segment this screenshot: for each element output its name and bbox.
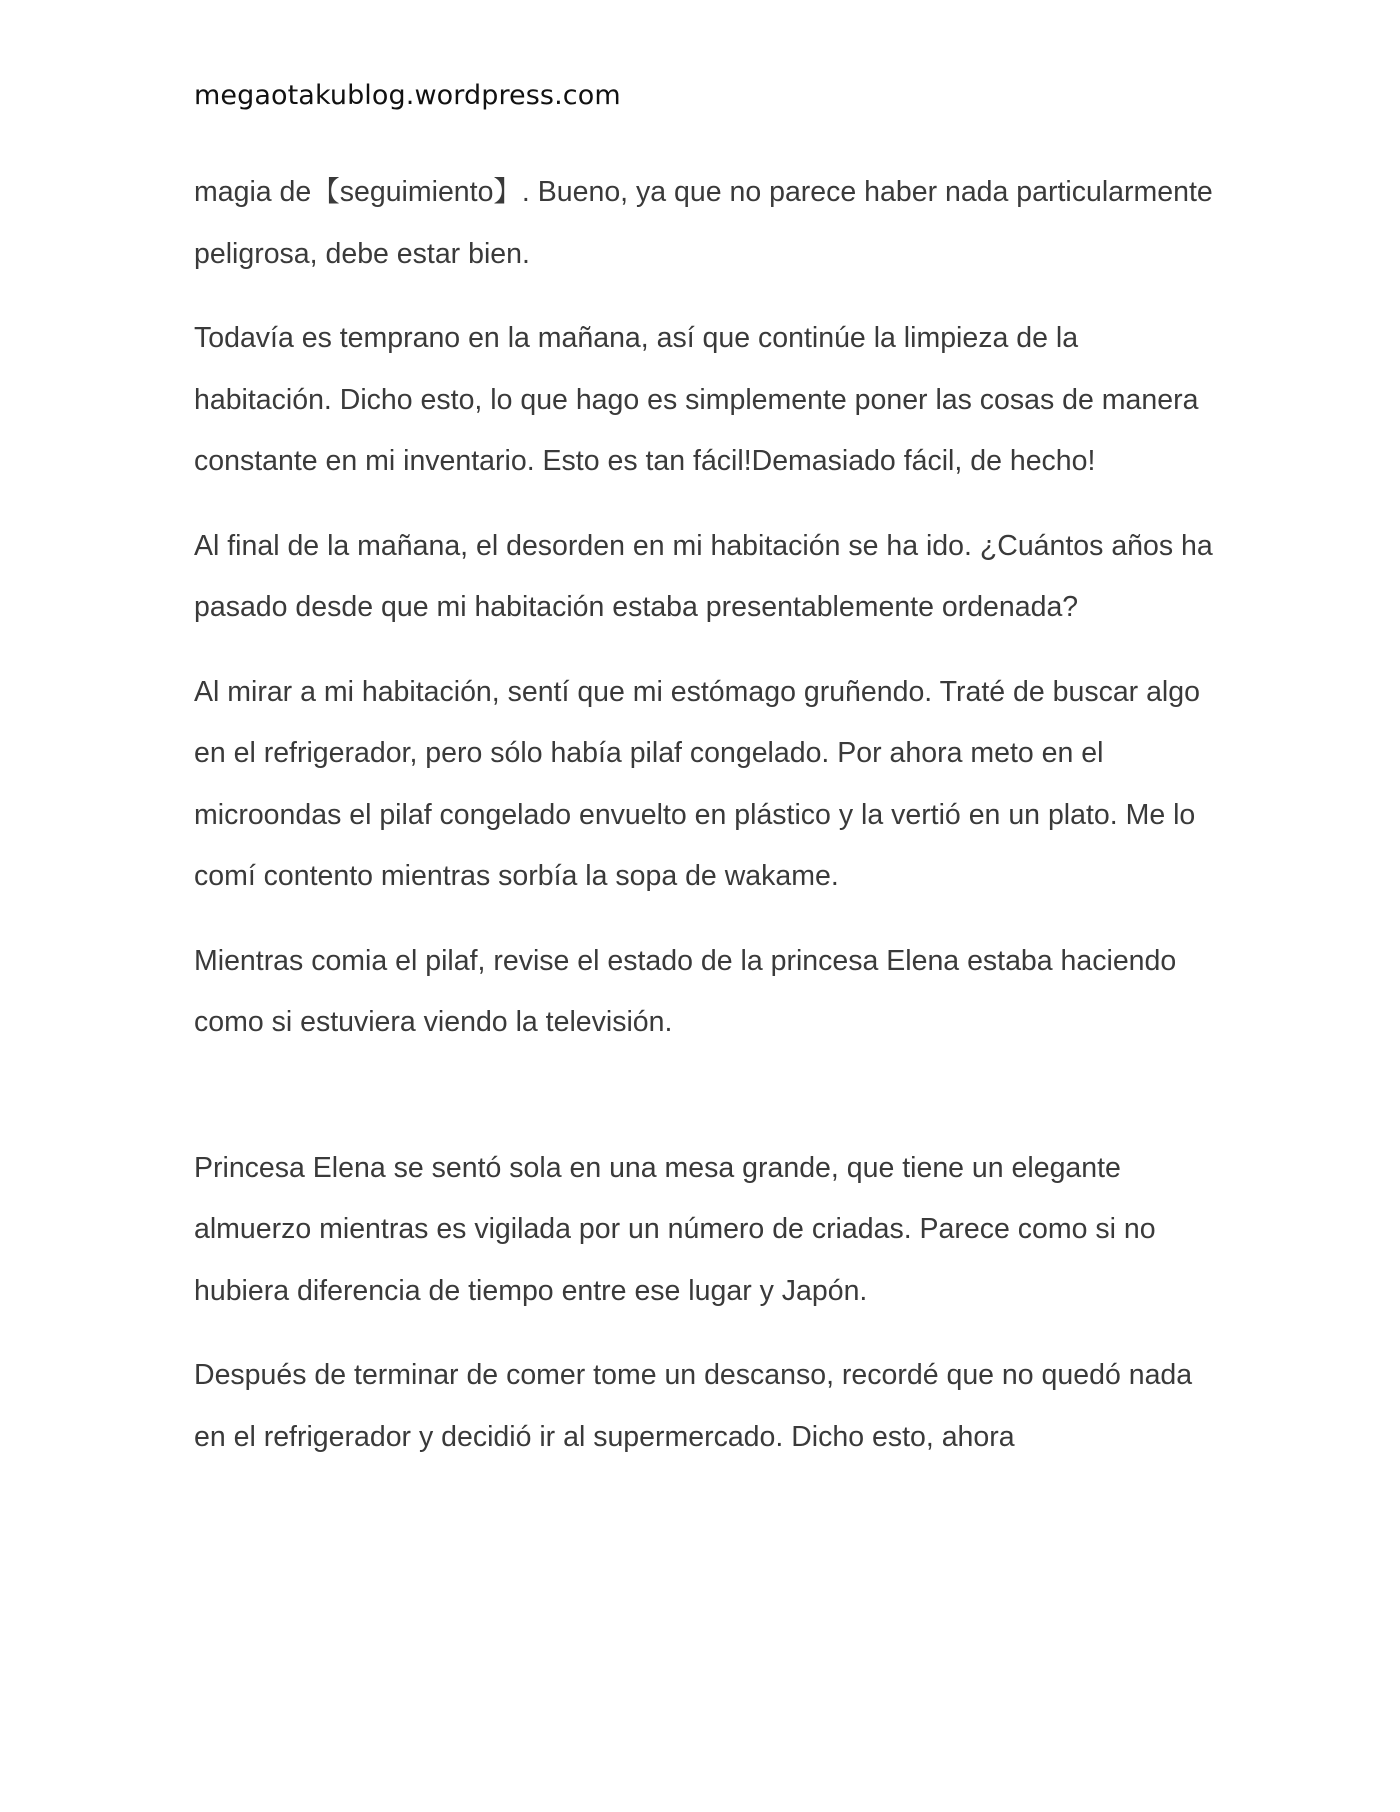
site-header: megaotakublog.wordpress.com: [194, 80, 621, 111]
paragraph-1: magia de【seguimiento】. Bueno, ya que no parece haber nada particularmente peligrosa, debe estar bien.: [194, 176, 1213, 270]
paragraph-7: Después de terminar de comer tome un descanso, recordé que no quedó nada en el refrigerador y decidió ir al supermercado. Dicho esto, ahora: [194, 1359, 1193, 1453]
paragraph-5: Mientras comia el pilaf, revise el estado de la princesa Elena estaba haciendo como si estuviera viendo la televisión.: [194, 944, 1177, 1038]
document-body: [194, 162, 1214, 1491]
paragraph-4: Al mirar a mi habitación, sentí que mi estómago gruñendo. Traté de buscar algo en el refrigerador, pero sólo había pilaf congelado. Por ahora meto en el microondas el pilaf congelado envuelto en plástico y la vertió en un plato. Me lo comí contento mientras sorbía la sopa de wakame.: [194, 675, 1200, 892]
paragraph-2: Todavía es temprano en la mañana, así que continúe la limpieza de la habitación. Dicho esto, lo que hago es simplemente poner las cosas de manera constante en mi inventario. Esto es tan fácil!Demasiado fácil, de hecho!: [194, 322, 1199, 477]
paragraph-6: Princesa Elena se sentó sola en una mesa grande, que tiene un elegante almuerzo mientras es vigilada por un número de criadas. Parece como si no hubiera diferencia de tiempo entre ese lugar y Japón.: [194, 1151, 1156, 1307]
paragraph-3: Al final de la mañana, el desorden en mi habitación se ha ido. ¿Cuántos años ha pasado desde que mi habitación estaba presentablemente ordenada?: [194, 529, 1213, 623]
